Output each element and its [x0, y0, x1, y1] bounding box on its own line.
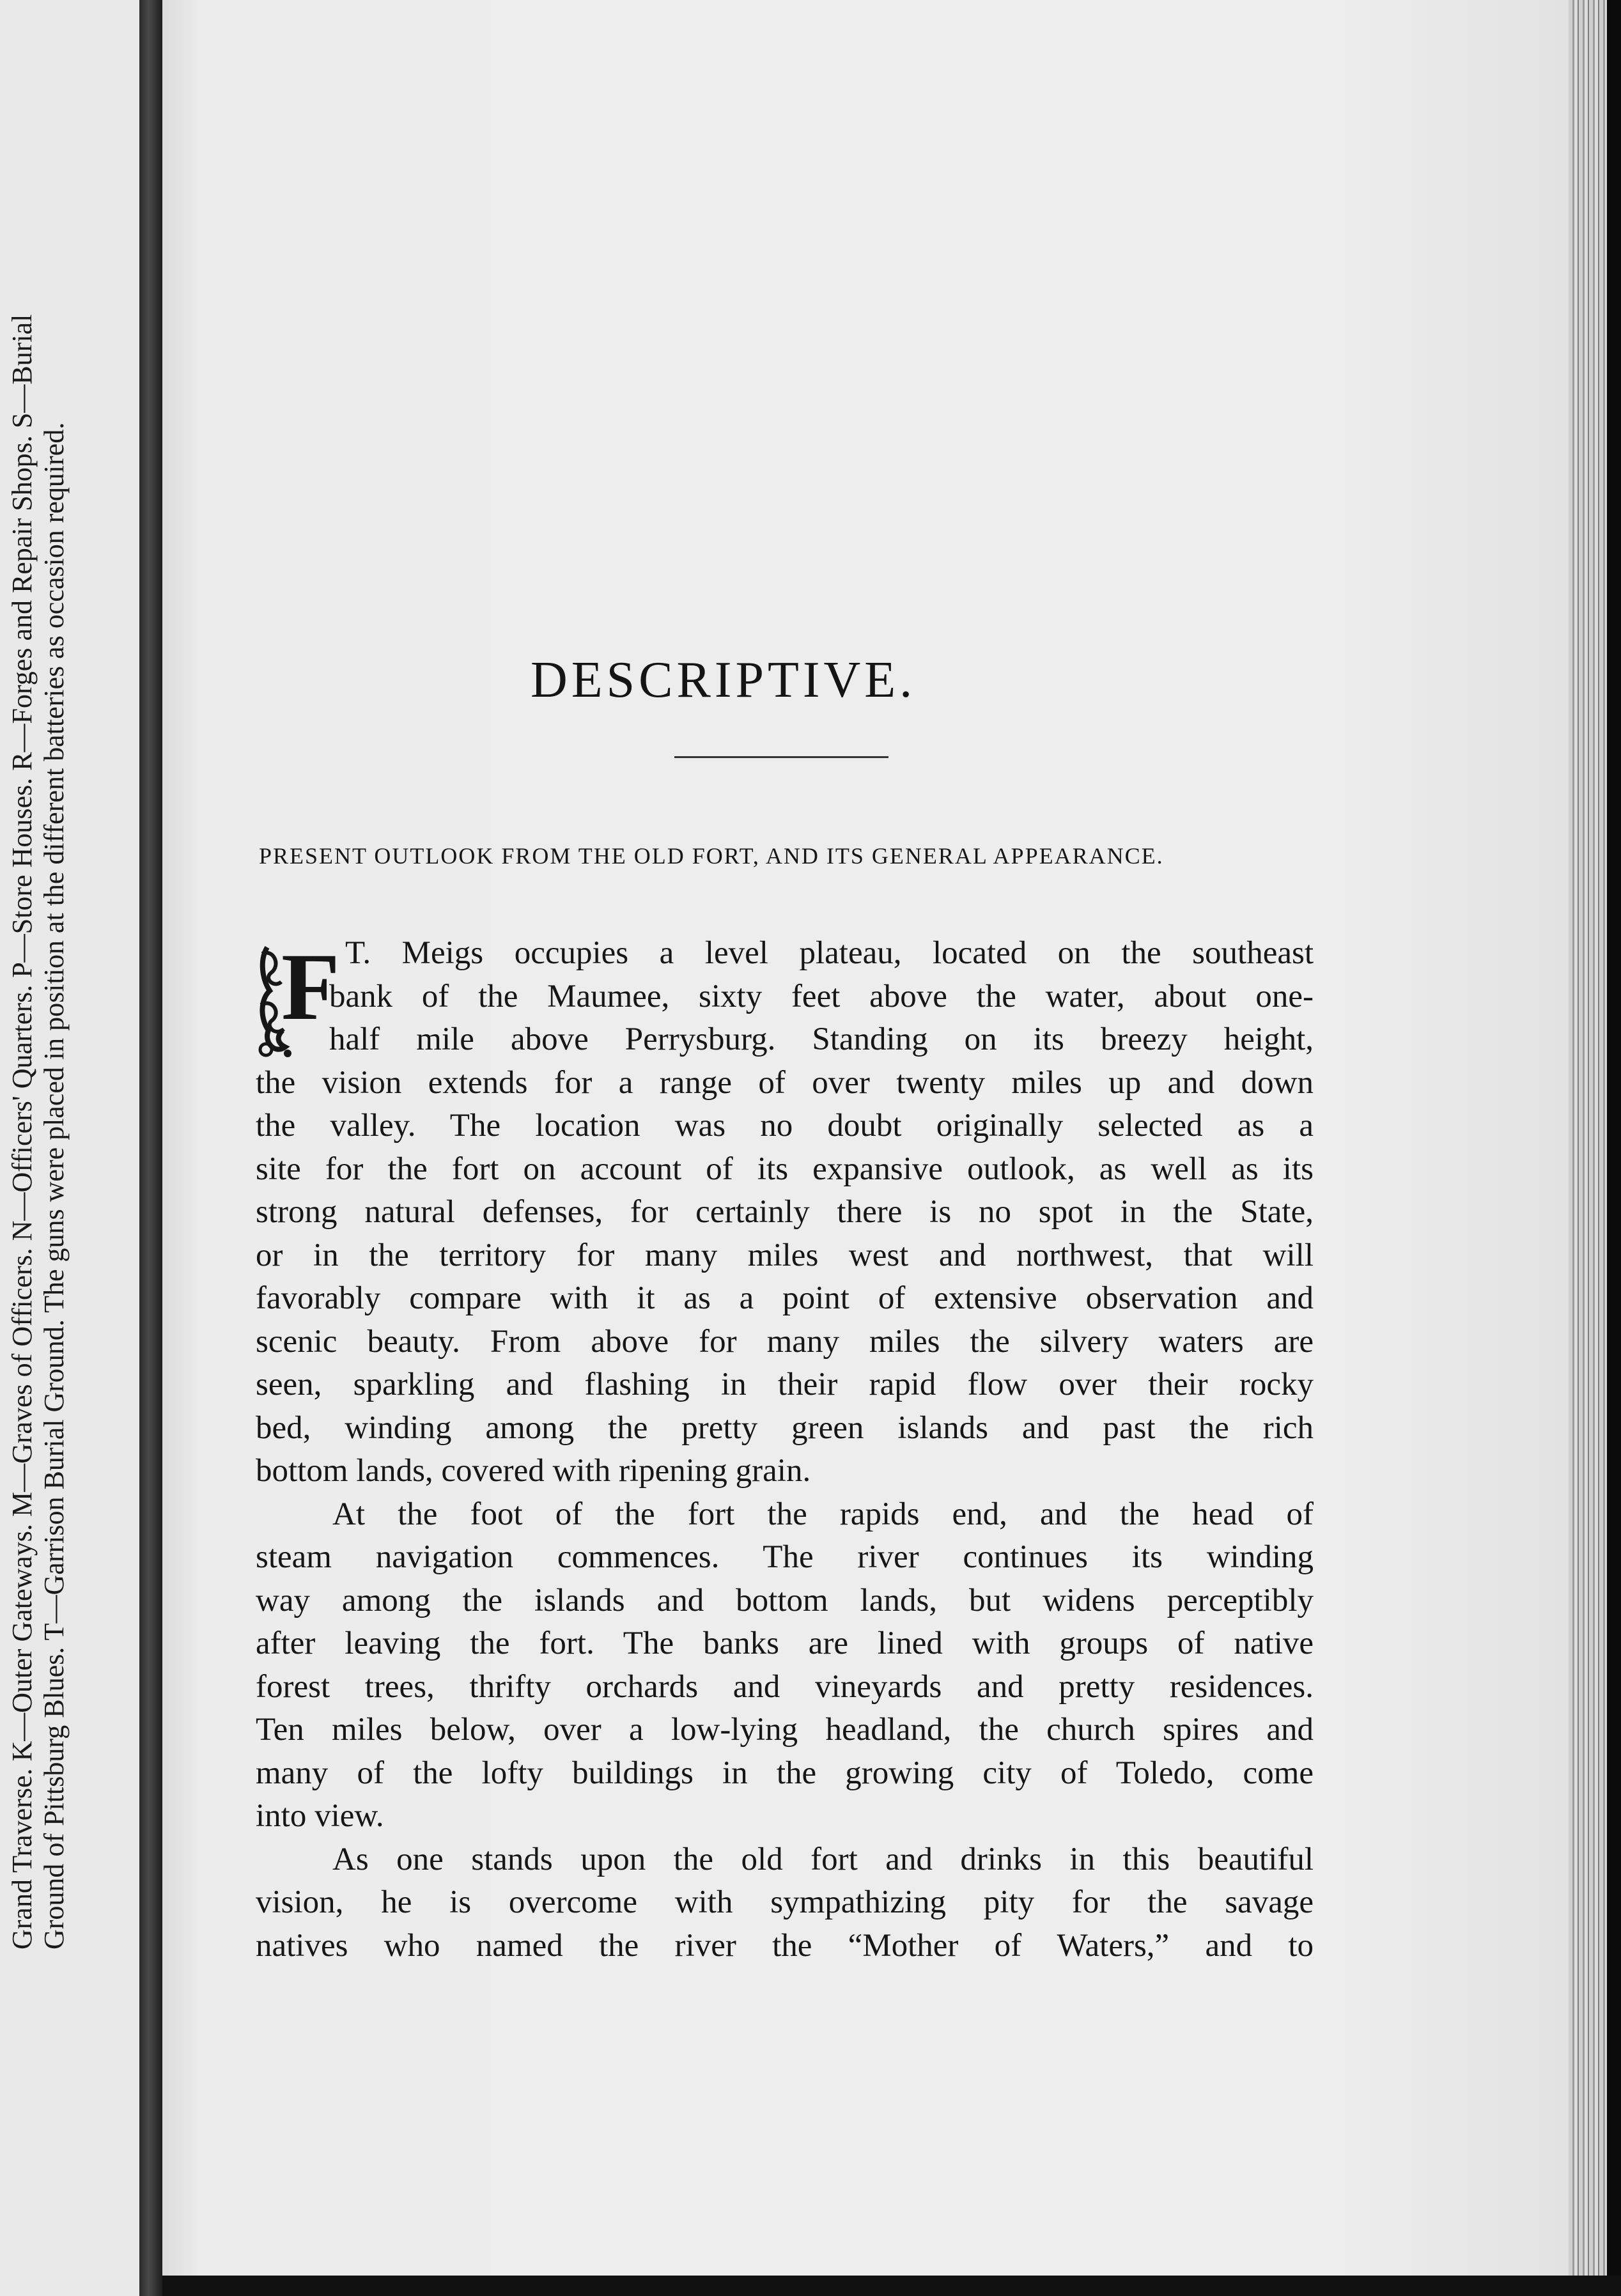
text-line: bank of the Maumee, sixty feet above the water, about one- — [329, 978, 1314, 1014]
text-line: into view. — [256, 1798, 384, 1834]
page-edges — [1569, 0, 1621, 2296]
text-line: half mile above Perrysburg. Standing on its breezy height, — [329, 1021, 1314, 1057]
text-line: bed, winding among the pretty green islands and past the rich — [256, 1409, 1314, 1446]
text-line: natives who named the river the “Mother of Waters,” and to — [256, 1927, 1314, 1964]
section-subheading: PRESENT OUTLOOK FROM THE OLD FORT, AND ITS GENERAL APPEARANCE. — [259, 843, 1164, 869]
text-line: steam navigation commences. The river continues its winding — [256, 1539, 1314, 1575]
text-line: favorably compare with it as a point of extensive observation and — [256, 1280, 1314, 1316]
text-line: site for the fort on account of its expansive outlook, as well as its — [256, 1151, 1314, 1187]
bottom-shadow — [162, 2276, 1621, 2296]
caption-line-2: Ground of Pittsburg Blues. T—Garrison Burial Ground. The guns were placed in position at the different batteries as occasion required. — [38, 422, 70, 1950]
caption-line-1: Grand Traverse. K—Outer Gateways. M—Graves of Officers. N—Officers' Quarters. P—Store Houses. R—Forges and Repair Shops. S—Burial — [6, 314, 38, 1950]
left-page — [0, 0, 139, 2296]
book-binding — [139, 0, 162, 2296]
text-line: scenic beauty. From above for many miles the silvery waters are — [256, 1323, 1314, 1360]
text-line: As one stands upon the old fort and drinks in this beautiful — [332, 1841, 1314, 1877]
body-text — [256, 932, 1314, 1967]
text-line: seen, sparkling and flashing in their rapid flow over their rocky — [256, 1367, 1314, 1402]
text-line: Ten miles below, over a low-lying headland, the church spires and — [256, 1712, 1314, 1748]
text-line: the valley. The location was no doubt originally selected as a — [256, 1108, 1314, 1144]
text-line: strong natural defenses, for certainly there is no spot in the State, — [256, 1194, 1314, 1230]
dropcap-letter: F — [281, 934, 340, 1040]
text-line: the vision extends for a range of over twenty miles up and down — [256, 1064, 1314, 1101]
title-rule — [674, 756, 888, 758]
map-legend-caption — [6, 313, 134, 1950]
text-line: or in the territory for many miles west and northwest, that will — [256, 1237, 1314, 1273]
text-line: At the foot of the fort the rapids end, and the head of — [332, 1496, 1314, 1532]
text-line: many of the lofty buildings in the growing city of Toledo, come — [256, 1755, 1314, 1791]
text-line: after leaving the fort. The banks are lined with groups of native — [256, 1625, 1314, 1661]
page-title: DESCRIPTIVE. — [531, 651, 917, 708]
text-line: forest trees, thrifty orchards and vineyards and pretty residences. — [256, 1668, 1314, 1705]
text-line: bottom lands, covered with ripening grain. — [256, 1453, 811, 1489]
text-line: way among the islands and bottom lands, but widens perceptibly — [256, 1582, 1314, 1618]
text-line: T. Meigs occupies a level plateau, located on the southeast — [345, 935, 1314, 971]
text-line: vision, he is overcome with sympathizing pity for the savage — [256, 1884, 1314, 1920]
